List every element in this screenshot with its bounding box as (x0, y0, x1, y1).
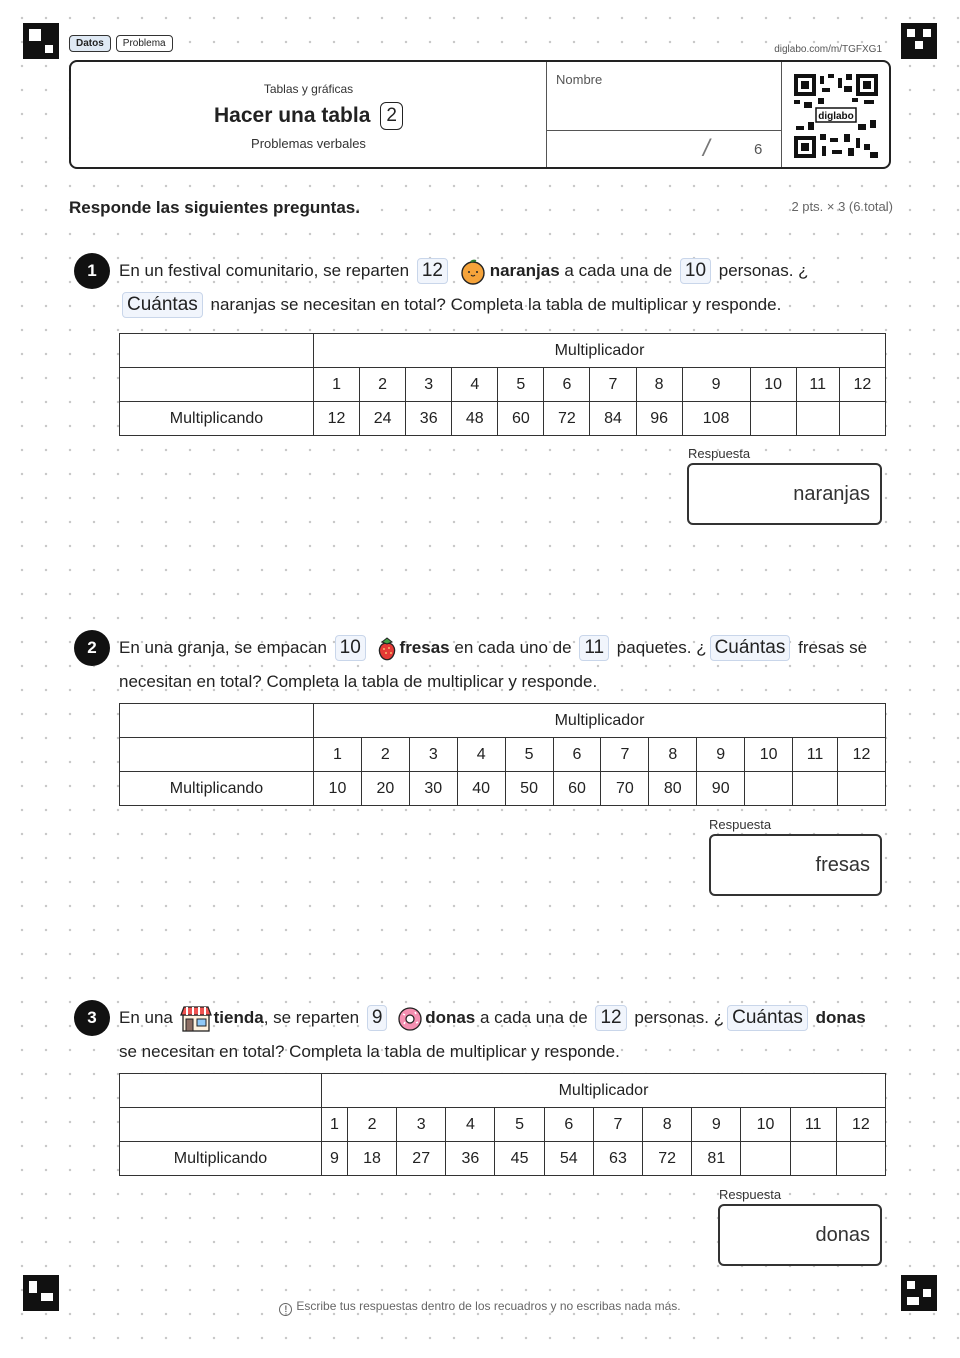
qr-code-icon (794, 74, 878, 158)
question-2-text-d: fresas se necesitan en total? Completa la tabla de multiplicar y responde. (119, 638, 868, 691)
footer-text: Escribe tus respuestas dentro de los recuadros y no escribas nada más. (296, 1299, 681, 1313)
table-corner (120, 334, 314, 368)
corner-marker-top-left (23, 23, 59, 59)
table-corner (120, 1074, 322, 1108)
product-cell: 96 (636, 402, 682, 436)
question-1-quantity: 12 (417, 258, 448, 284)
question-1-text-b: a cada una de (564, 261, 673, 280)
multiplier-row (120, 368, 886, 402)
multiplier-cell: 10 (750, 368, 796, 402)
product-cell-blank[interactable] (750, 402, 796, 436)
svg-text:diglabo: diglabo (818, 111, 854, 122)
question-2-item: fresas (399, 638, 450, 657)
product-cell: 108 (682, 402, 750, 436)
question-3-text-c: a cada una de (479, 1008, 588, 1027)
multiplication-table-3 (119, 1073, 886, 1176)
product-cell: 54 (544, 1142, 593, 1176)
product-cell: 72 (544, 402, 590, 436)
multiplier-cell: 3 (406, 368, 452, 402)
product-cell: 10 (314, 772, 362, 806)
footer-note (0, 1299, 960, 1316)
question-3-item-bold: donas (815, 1008, 866, 1027)
multiplicand-label: Multiplicando (120, 1142, 322, 1176)
product-cell-blank[interactable] (839, 402, 885, 436)
multiplier-cell: 12 (839, 368, 885, 402)
tab-datos[interactable]: Datos (69, 35, 111, 52)
question-text-3 (119, 1001, 879, 1069)
question-1-people: 10 (680, 258, 711, 284)
multiplication-table-2 (119, 703, 886, 806)
multiplier-cell: 1 (322, 1108, 348, 1142)
multiplier-cell: 5 (505, 738, 553, 772)
question-2-text-b: en cada uno de (454, 638, 572, 657)
question-3-people: 12 (595, 1005, 626, 1031)
product-cell: 50 (505, 772, 553, 806)
multiplier-cell: 1 (314, 738, 362, 772)
question-1-text-d: naranjas se necesitan en total? Completa la tabla de multiplicar y responde. (210, 295, 782, 314)
question-text-2 (119, 631, 879, 699)
info-icon: ! (279, 1303, 292, 1316)
worksheet-subtitle: Problemas verbales (251, 136, 366, 151)
product-cell-blank[interactable] (793, 772, 838, 806)
question-1-text-a: En un festival comunitario, se reparten (119, 261, 410, 280)
question-text-1 (119, 254, 879, 322)
multiplier-cell: 9 (697, 738, 745, 772)
multiplier-header: Multiplicador (314, 334, 886, 368)
answer-box-2[interactable] (709, 834, 882, 896)
points-info: 2 pts. × 3 (6 total) (791, 199, 893, 214)
title-block (71, 62, 546, 167)
multiplier-cell: 12 (837, 738, 885, 772)
multiplier-cell: 5 (498, 368, 544, 402)
answer-unit-2: fresas (815, 853, 870, 876)
question-3-cuantas: Cuántas (727, 1005, 808, 1031)
product-cell: 48 (452, 402, 498, 436)
worksheet-number: 2 (380, 102, 403, 130)
answer-box-3[interactable] (718, 1204, 882, 1266)
multiplier-cell: 7 (590, 368, 636, 402)
product-cell-blank[interactable] (836, 1142, 885, 1176)
multiplier-cell: 8 (643, 1108, 692, 1142)
multiplier-cell: 5 (495, 1108, 544, 1142)
multiplier-row (120, 738, 886, 772)
multiplication-table-1 (119, 333, 886, 436)
multiplier-cell: 12 (836, 1108, 885, 1142)
product-cell: 80 (649, 772, 697, 806)
answer-label-2: Respuesta (709, 817, 772, 832)
score-field (547, 130, 781, 169)
question-number-2: 2 (74, 630, 110, 666)
question-3-text-b: , se reparten (263, 1008, 360, 1027)
product-cell-blank[interactable] (745, 772, 793, 806)
multiplier-cell: 2 (347, 1108, 396, 1142)
mode-tabs (69, 35, 173, 52)
multiplier-cell: 6 (544, 1108, 593, 1142)
score-total: 6 (754, 141, 763, 158)
multiplier-cell: 7 (601, 738, 649, 772)
multiplier-cell: 8 (649, 738, 697, 772)
product-cell: 84 (590, 402, 636, 436)
worksheet-title: Hacer una tabla (214, 104, 371, 127)
multiplier-cell: 9 (692, 1108, 741, 1142)
product-cell: 36 (406, 402, 452, 436)
multiplier-header: Multiplicador (314, 704, 886, 738)
multiplier-cell: 6 (544, 368, 590, 402)
multiplier-cell: 4 (457, 738, 505, 772)
worksheet-header (69, 60, 891, 169)
question-1-item: naranjas (489, 261, 560, 280)
product-cell-blank[interactable] (790, 1142, 836, 1176)
store-icon (180, 1005, 212, 1033)
tab-problema[interactable]: Problema (116, 35, 173, 52)
product-cell: 45 (495, 1142, 544, 1176)
multiplier-cell: 2 (360, 368, 406, 402)
donut-icon (397, 1006, 423, 1032)
multiplier-cell: 11 (790, 1108, 836, 1142)
product-row (120, 772, 886, 806)
product-cell: 9 (322, 1142, 348, 1176)
question-2-packages: 11 (579, 635, 609, 661)
product-cell: 30 (409, 772, 457, 806)
product-cell: 72 (643, 1142, 692, 1176)
answer-unit-1: naranjas (793, 482, 870, 505)
product-cell: 27 (397, 1142, 446, 1176)
strawberry-icon (376, 635, 398, 663)
table-corner (120, 704, 314, 738)
answer-box-1[interactable] (687, 463, 882, 525)
product-cell: 18 (347, 1142, 396, 1176)
answer-unit-3: donas (815, 1223, 870, 1246)
question-3-item: donas (425, 1008, 476, 1027)
multiplier-cell: 8 (636, 368, 682, 402)
multiplier-cell: 11 (796, 368, 839, 402)
product-cell: 12 (314, 402, 360, 436)
answer-label-3: Respuesta (719, 1187, 782, 1202)
question-2-text-a: En una granja, se empacan (119, 638, 327, 657)
product-cell: 40 (457, 772, 505, 806)
corner-marker-top-right (901, 23, 937, 59)
multiplier-cell: 10 (741, 1108, 790, 1142)
instructions: Responde las siguientes preguntas. (69, 198, 360, 217)
orange-icon (458, 259, 488, 285)
product-cell: 60 (498, 402, 544, 436)
multiplier-cell: 2 (361, 738, 409, 772)
product-cell: 36 (446, 1142, 495, 1176)
multiplier-header: Multiplicador (322, 1074, 886, 1108)
category-label: Tablas y gráficas (263, 82, 354, 96)
product-cell-blank[interactable] (796, 402, 839, 436)
question-2-text-c: paquetes. ¿ (616, 638, 707, 657)
multiplier-cell: 9 (682, 368, 750, 402)
answer-label-1: Respuesta (688, 446, 751, 461)
multiplier-cell: 11 (793, 738, 838, 772)
question-1-cuantas: Cuántas (122, 292, 203, 318)
question-3-text-a: En una (119, 1008, 173, 1027)
question-number-3: 3 (74, 1000, 110, 1036)
multiplier-cell: 3 (397, 1108, 446, 1142)
multiplicand-label: Multiplicando (120, 772, 314, 806)
product-row (120, 1142, 886, 1176)
score-slash: / (703, 135, 710, 162)
question-2-quantity: 10 (335, 635, 366, 661)
product-cell-blank[interactable] (837, 772, 885, 806)
question-2-cuantas: Cuántas (710, 635, 791, 661)
question-number-1: 1 (74, 253, 110, 289)
product-cell: 70 (601, 772, 649, 806)
multiplier-cell: 3 (409, 738, 457, 772)
worksheet-url: diglabo.com/m/TGFXG1 (774, 44, 882, 55)
product-cell: 90 (697, 772, 745, 806)
multiplier-cell: 1 (314, 368, 360, 402)
name-score-block (546, 62, 782, 167)
product-row (120, 402, 886, 436)
question-3-quantity: 9 (367, 1005, 388, 1031)
product-cell: 81 (692, 1142, 741, 1176)
question-3-place: tienda (213, 1008, 264, 1027)
multiplier-cell: 4 (452, 368, 498, 402)
name-label: Nombre (556, 72, 603, 87)
multiplier-row (120, 1108, 886, 1142)
multiplicand-label: Multiplicando (120, 402, 314, 436)
multiplier-cell: 6 (553, 738, 601, 772)
question-3-text-e: se necesitan en total? Completa la tabla de multiplicar y responde. (119, 1042, 620, 1061)
multiplier-cell: 10 (745, 738, 793, 772)
multiplier-cell: 4 (446, 1108, 495, 1142)
product-cell: 20 (361, 772, 409, 806)
worksheet-title-row (71, 102, 546, 130)
multiplier-cell: 7 (593, 1108, 642, 1142)
product-cell: 24 (360, 402, 406, 436)
product-cell: 60 (553, 772, 601, 806)
product-cell: 63 (593, 1142, 642, 1176)
question-3-text-d: personas. ¿ (634, 1008, 725, 1027)
question-1-text-c: personas. ¿ (718, 261, 809, 280)
product-cell-blank[interactable] (741, 1142, 790, 1176)
